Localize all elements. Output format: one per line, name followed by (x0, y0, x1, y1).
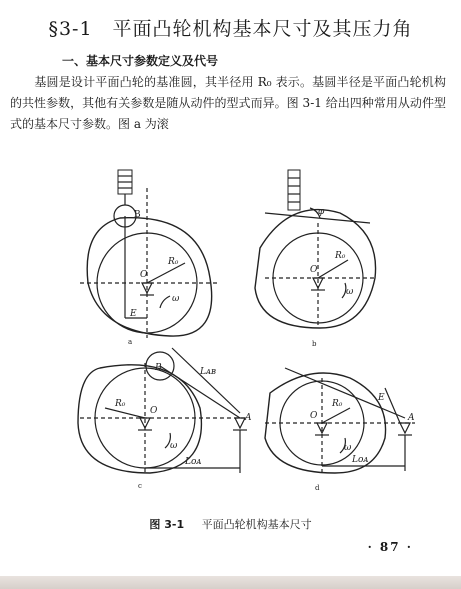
sublabel-a: a (128, 338, 133, 346)
label-O: O (310, 411, 318, 421)
figure-number: 图 3-1 (149, 518, 185, 531)
label-LAB: Lᴀʙ (200, 367, 217, 377)
label-E: E (130, 309, 137, 319)
label-B: B (134, 210, 141, 220)
label-A: A (408, 413, 415, 423)
label-O: O (140, 270, 148, 280)
label-phi: φ (318, 207, 325, 217)
body-paragraph (10, 72, 446, 135)
figure-caption (0, 516, 461, 532)
page-number: · 87 · (367, 540, 413, 554)
label-R0: R₀ (332, 399, 343, 409)
label-R0: R₀ (335, 251, 346, 261)
paragraph-text: 基圆是设计平面凸轮的基准圆，其半径用 R₀ 表示。基圆半径是平面凸轮机构的共性参数，其他有关参数是随从动件的型式而异。图 3-1 给出四种常用从动件型式的基本尺寸参数。图 a 为滚 (10, 75, 446, 131)
sublabel-d: d (315, 484, 320, 492)
panel-c (78, 348, 247, 473)
panel-a (80, 170, 220, 338)
label-A: A (245, 413, 252, 423)
page-bottom-edge (0, 576, 461, 589)
label-E: E (378, 393, 385, 403)
page-title: §3-1 平面凸轮机构基本尺寸及其压力角 (48, 18, 413, 40)
label-omega: ω (344, 443, 352, 453)
label-omega: ω (172, 294, 180, 304)
cam-figure (60, 168, 420, 503)
label-O: O (150, 406, 158, 416)
figure-caption-text: 平面凸轮机构基本尺寸 (201, 518, 312, 531)
label-LOA: Lᴏᴀ (185, 457, 202, 467)
label-R0: R₀ (168, 257, 179, 267)
label-omega: ω (346, 287, 354, 297)
sublabel-c: c (138, 482, 142, 490)
panel-d-labels (310, 393, 415, 492)
section-heading: 一、基本尺寸参数定义及代号 (62, 54, 219, 68)
label-omega: ω (170, 441, 178, 451)
label-LOA: Lᴏᴀ (352, 455, 369, 465)
panel-b (255, 170, 376, 328)
panel-d (265, 368, 415, 473)
sublabel-b: b (312, 340, 317, 348)
label-O: O (310, 265, 318, 275)
label-R0: R₀ (115, 399, 126, 409)
label-B: B (155, 363, 162, 373)
